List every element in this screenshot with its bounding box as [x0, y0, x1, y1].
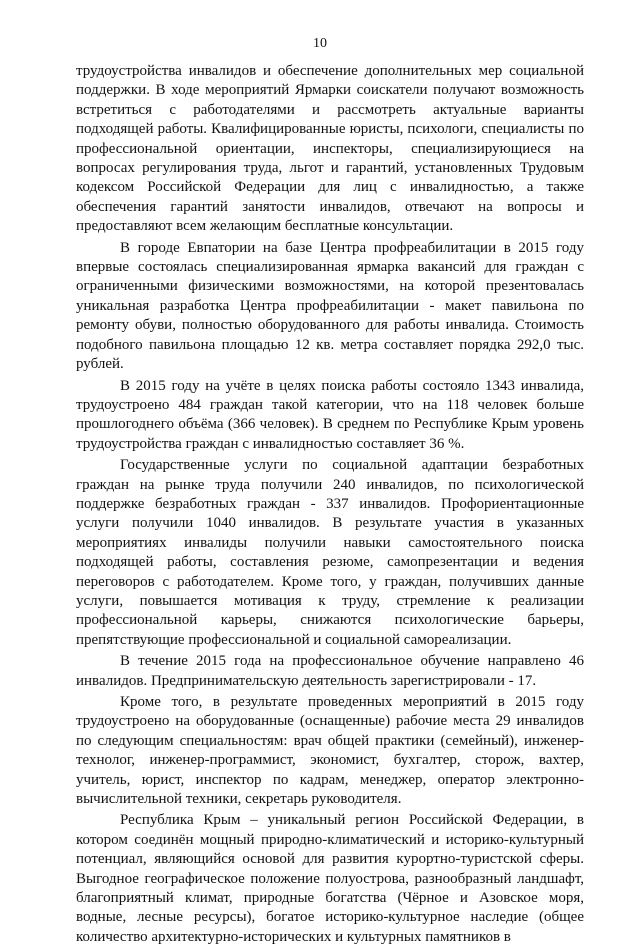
- paragraph-crimea-region: Республика Крым – уникальный регион Российской Федерации, в котором соединён мощный природно-климатический и историко-культурный потенциал, являющийся основой для развития курортно-туристской сферы. Выгодное географическое положение полуострова, разнообразный ландшафт, благоприятный климат, природные богатства (Чёрное и Азовское моря, водные, лесные ресурсы), богатое историко-культурное наследие (общее количество архитектурно-исторических и культурных памятников в: [76, 812, 584, 945]
- paragraph-continuation: трудоустройства инвалидов и обеспечение дополнительных мер социальной поддержки. В ходе мероприятий Ярмарки соискатели получают возможность встретиться с работодателями и рассмотреть актуальные варианты подходящей работы. Квалифицированные юристы, психологи, специалисты по профессиональной ориентации, инспекторы, специализирующиеся на вопросах регулирования труда, льгот и гарантий, установленных Трудовым кодексом Российской Федерации для лиц с инвалидностью, а также обеспечения гарантий занятости инвалидов, отвечают на вопросы и предоставляют всем желающим бесплатные консультации.: [76, 63, 584, 235]
- page-number: 10: [313, 36, 327, 51]
- paragraph-training: В течение 2015 года на профессиональное обучение направлено 46 инвалидов. Предпринимательскую деятельность зарегистрировали - 17.: [76, 653, 584, 689]
- document-body: [76, 62, 584, 949]
- paragraph-state-services: Государственные услуги по социальной адаптации безработных граждан на рынке труда получили 240 инвалидов, по психологической поддержке безработных граждан - 337 инвалидов. Профориентационные услуги получили 1040 инвалидов. В результате участия в указанных мероприятиях инвалиды получили навыки самостоятельного поиска подходящей работы, составления резюме, самопрезентации и ведения переговоров с работодателем. Кроме того, у граждан, получивших данные услуги, повышается мотивация к труду, стремление к реализации профессиональной карьеры, снижаются психологические барьеры, препятствующие профессиональной и социальной самореализации.: [76, 457, 584, 648]
- paragraph-evpatoria-fair: В городе Евпатории на базе Центра профреабилитации в 2015 году впервые состоялась специализированная ярмарка вакансий для граждан с ограниченными физическими возможностями, на которой презентовалась уникальная разработка Центра профреабилитации - макет павильона по ремонту обуви, полностью оборудованного для работы инвалида. Стоимость подобного павильона площадью 12 кв. метра составляет порядка 292,0 тыс. рублей.: [76, 239, 584, 373]
- paragraph-employment-2015: В 2015 году на учёте в целях поиска работы состояло 1343 инвалида, трудоустроено 484 граждан такой категории, что на 118 человек больше прошлогоднего объёма (366 человек). В среднем по Республике Крым уровень трудоустройства граждан с инвалидностью составляет 36 %.: [76, 377, 584, 452]
- paragraph-equipped-workplaces: Кроме того, в результате проведенных мероприятий в 2015 году трудоустроено на оборудованные (оснащенные) рабочие места 29 инвалидов по следующим специальностям: врач общей практики (семейный), инженер-технолог, инженер-программист, экономист, бухгалтер, сторож, вахтер, учитель, юрист, инспектор по кадрам, менеджер, оператор электронно-вычислительной техники, секретарь руководителя.: [76, 694, 584, 808]
